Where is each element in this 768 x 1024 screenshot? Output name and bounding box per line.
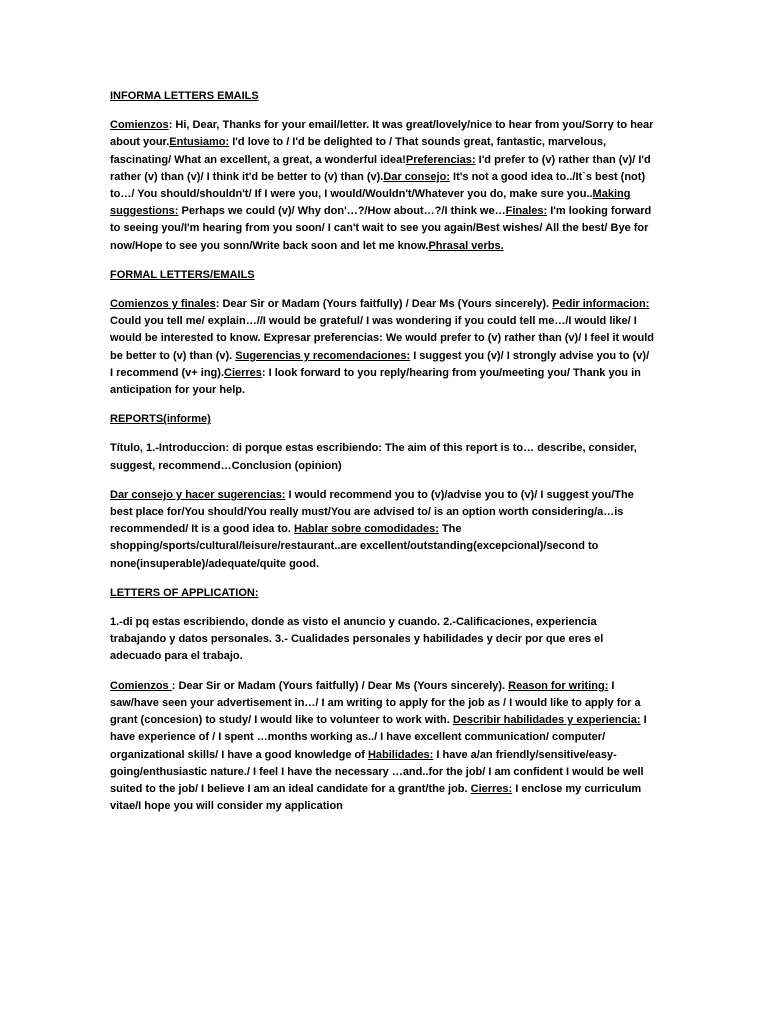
paragraph: [110, 614, 655, 666]
underlined-label: Sugerencias y recomendaciones:: [235, 349, 411, 362]
section-heading: LETTERS OF APPLICATION:: [110, 586, 259, 599]
text-run: I suggest you (v)/ I strongly advise you to (v)/ I recommend (v+ ing).: [110, 349, 650, 379]
underlined-label: Cierres: [224, 366, 262, 379]
paragraph: [110, 117, 655, 255]
underlined-label: Comienzos: [110, 679, 172, 692]
section-application: [110, 585, 655, 815]
underlined-label: Pedir informacion:: [552, 298, 650, 311]
text-run: : Hi, Dear, Thanks for your email/letter. It was great/lovely/nice to hear from you/Sorry to hear about your.: [110, 119, 654, 149]
underlined-label: Habilidades:: [367, 748, 434, 761]
text-run: : I look forward to you reply/hearing from you/meeting you/ Thank you in anticipation for your help.: [110, 366, 641, 397]
text-run: I saw/have seen your advertisement in…/ I am writing to apply for the job as / I would like to apply for a grant (concesion) to study/ I would like to volunteer to work with.: [110, 679, 641, 727]
underlined-label: Preferencias:: [405, 153, 476, 166]
text-run: I have experience of / I spent …months working as../ I have excellent communication/ computer/ organizational skills/ I have a good knowledge of: [110, 714, 647, 761]
text-run: : Dear Sir or Madam (Yours faitfully) / Dear Ms (Yours sincerely).: [215, 298, 553, 311]
section-heading: INFORMA LETTERS EMAILS: [110, 90, 259, 102]
underlined-label: Making suggestions:: [110, 188, 631, 218]
paragraph: [110, 296, 655, 399]
underlined-label: Hablar sobre comodidades:: [293, 523, 439, 536]
underlined-label: Reason for writing:: [508, 679, 609, 692]
underlined-label: Dar consejo:: [383, 170, 450, 183]
text-run: : Dear Sir or Madam (Yours faitfully) / Dear Ms (Yours sincerely).: [171, 679, 509, 692]
underlined-label: Dar consejo y hacer sugerencias:: [110, 488, 286, 501]
text-run: I'm looking forward to seeing you/I'm hearing from you soon/ I can't wait to see you again/Best wishes/ All the best/ Bye for now/Hope to see you sonn/Write back soon and let me know.: [110, 205, 652, 252]
paragraph: [110, 678, 655, 816]
underlined-label: Describir habilidades y experiencia:: [452, 714, 641, 727]
section-heading: FORMAL LETTERS/EMAILS: [110, 268, 255, 281]
section-reports: [110, 411, 655, 573]
underlined-label: Comienzos: [110, 119, 169, 132]
underlined-label: Entusiamo:: [169, 136, 230, 149]
text-run: I enclose my curriculum vitae/I hope you will consider my application: [110, 782, 642, 813]
paragraph: [110, 487, 655, 573]
text-run: I'd love to / I'd be delighted to / That sounds great, fantastic, marvelous, fascinating/ What an excellent, a great, a wonderful idea!: [110, 136, 607, 166]
document-page: [110, 88, 655, 827]
underlined-label: Comienzos y finales: [110, 298, 216, 311]
underlined-label: Finales:: [505, 205, 548, 218]
text-run: I'd prefer to (v) rather than (v)/ I'd rather (v) than (v)/ I think it'd be better to (v) than (v).: [110, 153, 651, 183]
text-run: The shopping/sports/cultural/leisure/restaurant..are excellent/outstanding(excepcional)/second to none(insuperable)/adequate/quite good.: [110, 523, 599, 570]
section-informal: [110, 88, 655, 255]
text-run: Título, 1.-Introduccion: di porque estas escribiendo: The aim of this report is to… describe, consider, suggest, recommend…Conclusion (opinion): [110, 442, 637, 472]
text-run: Could you tell me/ explain…//I would be grateful/ I was wondering if you could tell me…/I would like/ I would be interested to know. Expresar preferencias: We would prefer to (v) rather than (v)/ I feel it would be better to (v) than (v).: [110, 315, 654, 362]
text-run: I have a/an friendly/sensitive/easy-going/enthusiastic nature./ I feel I have the necessary …and..for the job/ I am confident I would be well suited to the job/ I believe I am an ideal candidate for a grant/the job.: [110, 748, 644, 795]
underlined-label: Phrasal verbs.: [428, 239, 504, 252]
text-run: I would recommend you to (v)/advise you to (v)/ I suggest you/The best place for/You should/You really must/You are advised to/ is an option worth considering/a…is recommended/ It is a good idea to.: [110, 488, 634, 536]
underlined-label: Cierres:: [470, 782, 513, 795]
text-run: 1.-di pq estas escribiendo, donde as visto el anuncio y cuando. 2.-Calificaciones, experiencia trabajando y datos personales. 3.- Cualidades personales y habilidades y decir por que eres el adecuado para el trabajo.: [110, 616, 604, 663]
text-run: Perhaps we could (v)/ Why don'…?/How about…?/I think we…: [178, 205, 506, 218]
paragraph: [110, 440, 655, 474]
text-run: It's not a good idea to../It`s best (not) to…/ You should/shouldn't/ If I were you, I would/Wouldn't/Whatever you do, make sure you..: [110, 170, 646, 201]
section-formal: [110, 267, 655, 399]
section-heading: REPORTS(informe): [110, 413, 211, 426]
